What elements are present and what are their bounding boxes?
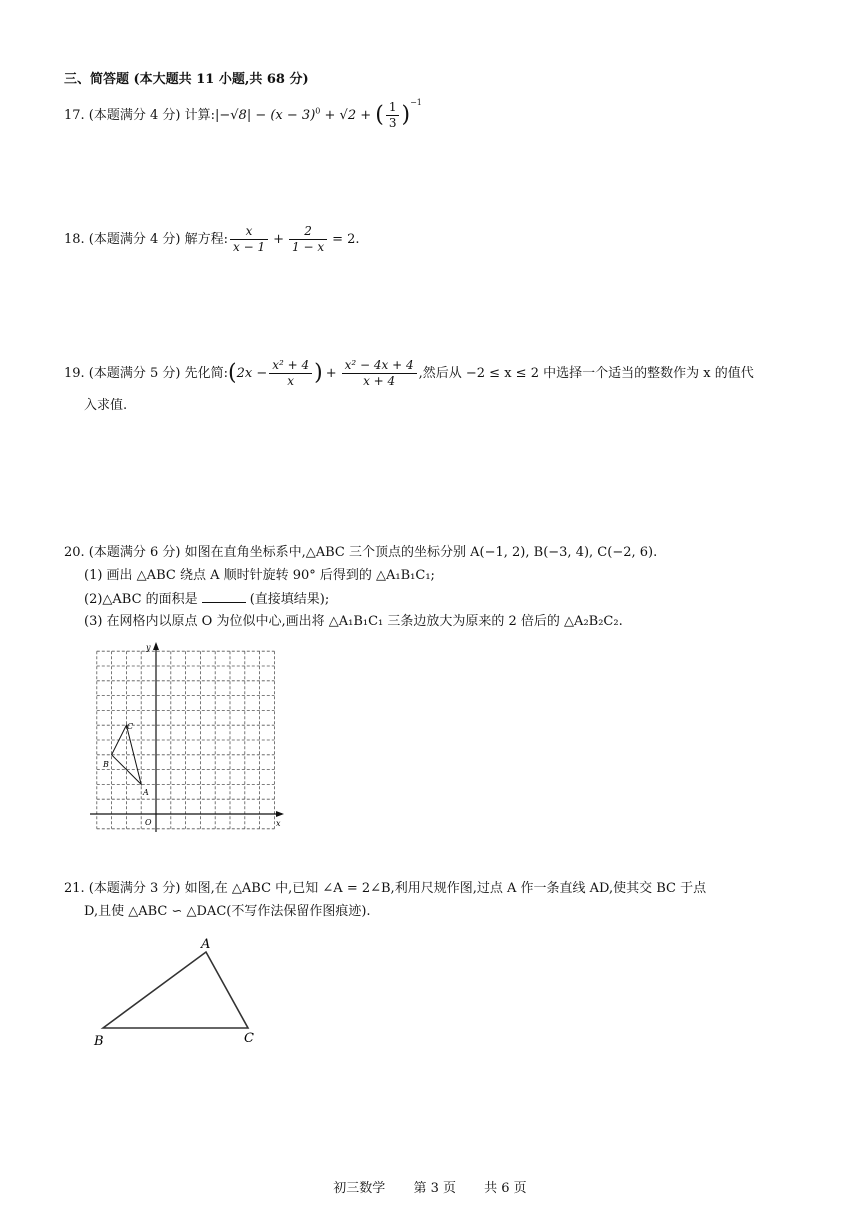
q19-line2: 入求值. [84, 398, 128, 413]
q19-fraction-2: $\frac{\text{x² − 4x + 4}}{x + 4}$ [342, 358, 417, 389]
coordinate-grid-figure [86, 640, 286, 835]
q21-line2: D,且使 △ABC ∽ △DAC(不写作法保留作图痕迹). [84, 904, 371, 919]
q17-fraction: $\frac{1}{3}$ [386, 100, 400, 131]
q17-sup-zero: 0 [315, 106, 321, 116]
q20-part2: (2)△ABC 的面积是 (直接填结果); [84, 592, 330, 607]
q20-stem: 20. (本题满分 6 分) 如图在直角坐标系中,△ABC 三个顶点的坐标分别 A(−1, 2), B(−3, 4), C(−2, 6). [64, 545, 658, 560]
y-axis-label: y [146, 643, 151, 652]
vertex-c-label: C [244, 1031, 254, 1046]
point-c-label: C [127, 722, 134, 731]
q19-prefix: 19. (本题满分 5 分) 先化简: [64, 366, 228, 381]
q17-prefix: 17. (本题满分 4 分) 计算: [64, 108, 215, 123]
q20-part3: (3) 在网格内以原点 O 为位似中心,画出将 △A₁B₁C₁ 三条边放大为原来的 2 倍后的 △A₂B₂C₂. [84, 614, 623, 629]
triangle-figure [90, 930, 270, 1055]
x-axis-label: x [276, 819, 281, 828]
q20-answer-blank[interactable] [202, 590, 246, 603]
section-title: 三、简答题 (本大题共 11 小题,共 68 分) [64, 72, 309, 87]
origin-label: O [145, 818, 152, 827]
q17-expr-a: |−√8| − (x − 3) [215, 108, 316, 123]
q18-prefix: 18. (本题满分 4 分) 解方程: [64, 232, 228, 247]
footer-page: 第 3 页 [413, 1181, 456, 1196]
question-19: 19. (本题满分 5 分) 先化简:(2x − $\frac{\text{x² + 4}}{x}$ ) + $\frac{\text{x² − 4x + 4}}{x + 4}$ ,然后从 −2 ≤ x ≤ 2 中选择一个适当的整数作为 x 的值代 [64, 358, 754, 388]
point-a-label: A [143, 788, 149, 797]
q19-fraction-1: $\frac{\text{x² + 4}}{x}$ [269, 358, 312, 389]
point-b-label: B [103, 760, 109, 769]
q17-sup-neg1: −1 [410, 98, 422, 107]
q20-part1: (1) 画出 △ABC 绕点 A 顺时针旋转 90° 后得到的 △A₁B₁C₁; [84, 568, 435, 583]
q18-fraction-1: $\frac{x}{x - 1}$ [230, 224, 268, 255]
q21-line1: 21. (本题满分 3 分) 如图,在 △ABC 中,已知 ∠A = 2∠B,利用尺规作图,过点 A 作一条直线 AD,使其交 BC 于点 [64, 881, 707, 896]
q18-fraction-2: $\frac{2}{1 - x}$ [289, 224, 327, 255]
q19-tail: ,然后从 −2 ≤ x ≤ 2 中选择一个适当的整数作为 x 的值代 [418, 366, 754, 381]
q17-expr-b: + √2 + [320, 108, 376, 123]
question-18: 18. (本题满分 4 分) 解方程: $\frac{x}{x - 1}$ + $\frac{2}{1 - x}$ = 2. [64, 224, 360, 254]
footer-subject: 初三数学 [333, 1181, 386, 1196]
triangle-abc-q21 [103, 952, 248, 1028]
q18-tail: = 2. [332, 232, 360, 247]
vertex-a-label: A [201, 937, 211, 952]
footer-total: 共 6 页 [484, 1181, 527, 1196]
vertex-b-label: B [94, 1034, 104, 1049]
page-footer [0, 1177, 860, 1196]
question-17: 17. (本题满分 4 分) 计算:|−√8| − $(x - 3)^0 + √2$ + ( $\frac{1}{3}$ )$^{-1}$ [64, 98, 422, 130]
